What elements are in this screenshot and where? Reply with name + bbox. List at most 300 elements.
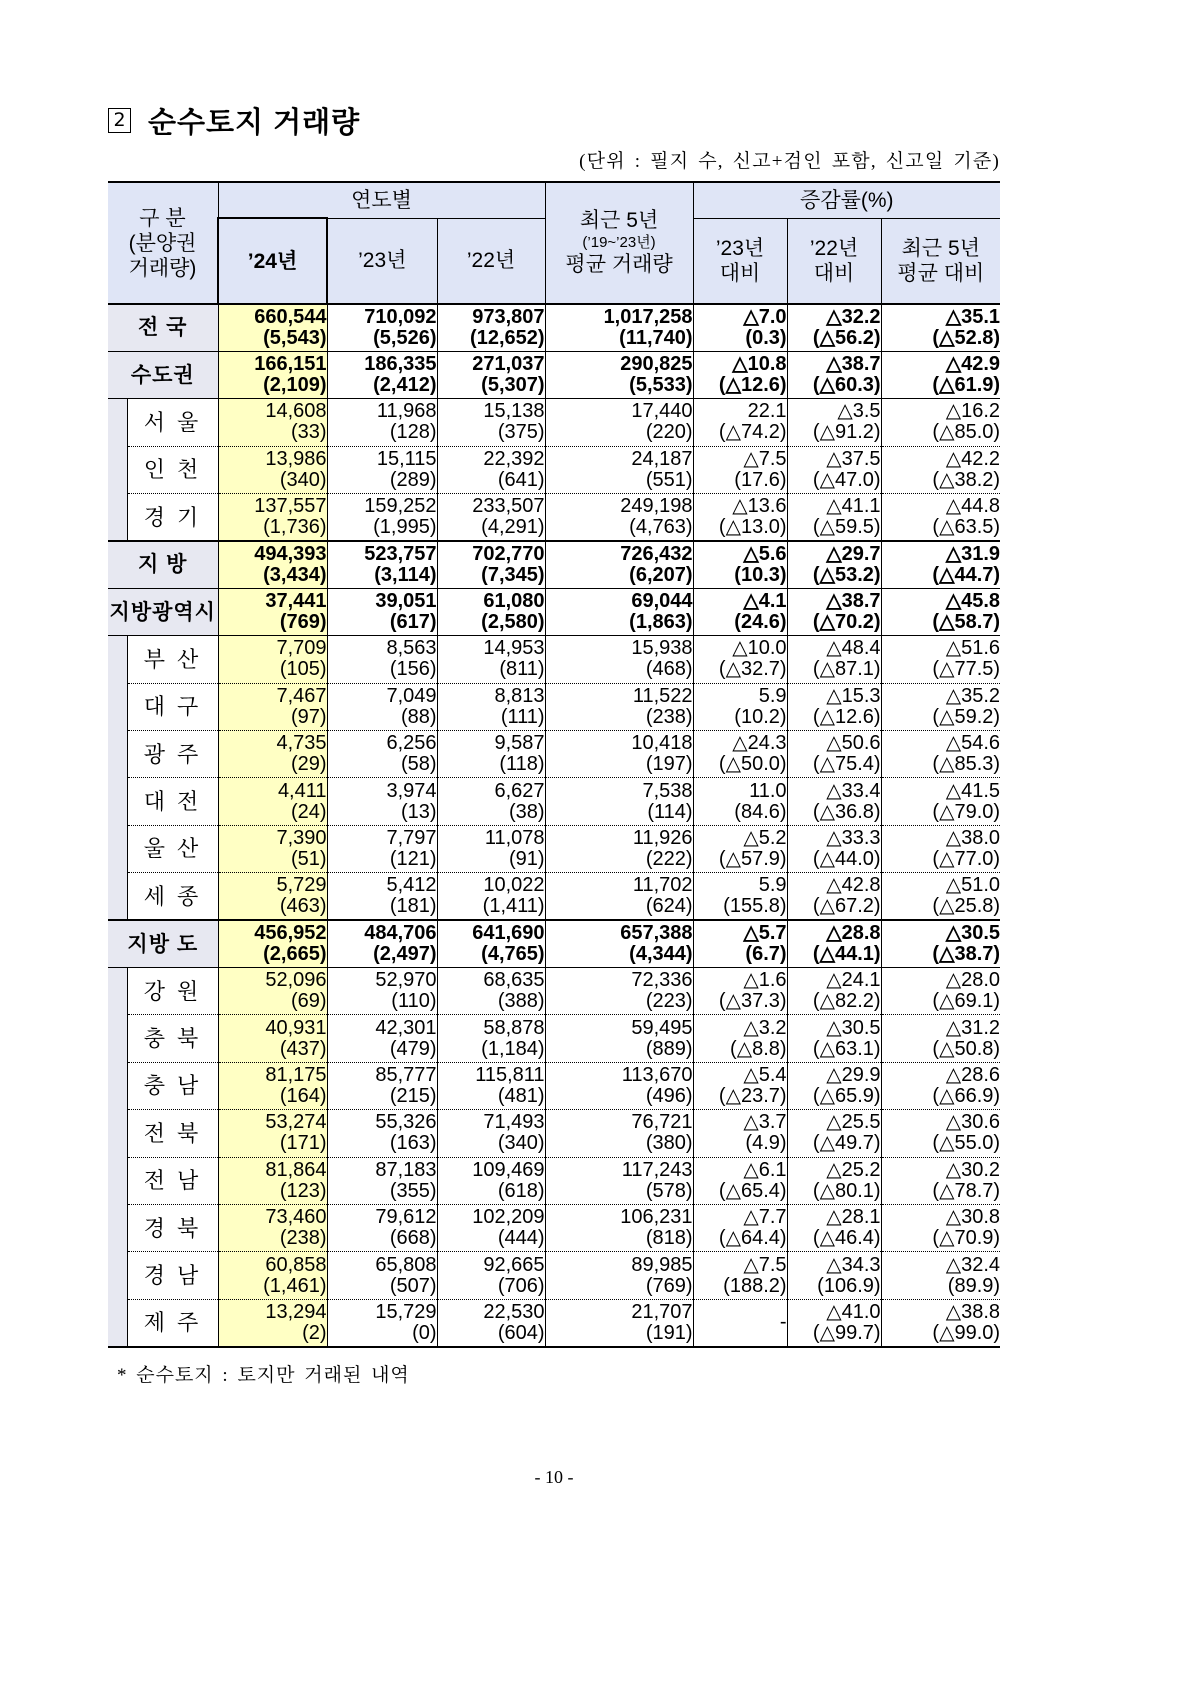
change-vs-recent5-cell <box>881 304 1000 351</box>
change-vs-23-cell <box>693 1015 787 1062</box>
transaction-count: 92,665 <box>483 1253 545 1276</box>
presale-count: (△50.0) <box>718 753 787 776</box>
transaction-count: △10.8 <box>732 353 787 376</box>
transaction-count: △51.0 <box>945 874 1001 897</box>
transaction-count: 3,974 <box>386 779 437 802</box>
change-vs-23-cell <box>693 825 787 872</box>
region-row <box>108 683 1000 730</box>
value-24-cell <box>218 446 327 493</box>
header-recent5-period: (’19~’23년) <box>582 234 656 251</box>
transaction-count: △1.6 <box>743 969 787 992</box>
header-recent5-line: 최근 5년 <box>579 209 659 232</box>
presale-count: (10.2) <box>734 705 787 728</box>
change-vs-22-cell <box>787 588 881 635</box>
value-23-cell <box>327 1157 437 1204</box>
change-vs-recent5-cell <box>881 1015 1000 1062</box>
transaction-count: △41.0 <box>826 1300 881 1323</box>
presale-count: (△25.8) <box>932 895 1001 918</box>
presale-count: (197) <box>645 753 693 776</box>
value-recent5-avg-cell <box>545 1015 693 1062</box>
transaction-count: △3.7 <box>743 1111 787 1134</box>
transaction-count: 6,627 <box>494 779 545 802</box>
presale-count: (1,461) <box>263 1274 327 1297</box>
presale-count: (191) <box>645 1321 693 1344</box>
row-label: 충 북 <box>127 1015 218 1062</box>
presale-count: (△57.9) <box>718 847 787 870</box>
value-23-cell <box>327 1062 437 1109</box>
presale-count: (2,109) <box>263 374 327 397</box>
presale-count: (215) <box>389 1084 437 1107</box>
header-year-22: ’22년 <box>437 218 545 304</box>
value-24-cell <box>218 920 327 967</box>
presale-count: (463) <box>279 895 327 918</box>
header-category-line: 거래량) <box>128 256 197 280</box>
change-vs-recent5-cell <box>881 873 1000 920</box>
change-vs-recent5-cell <box>881 731 1000 778</box>
presale-count: (△32.7) <box>718 658 787 681</box>
presale-count: (△65.4) <box>718 1179 787 1202</box>
transaction-count: △25.2 <box>826 1158 881 1181</box>
row-label: 전 북 <box>127 1110 218 1157</box>
transaction-count: 494,393 <box>254 542 327 565</box>
presale-count: (△49.7) <box>812 1132 881 1155</box>
presale-count: (1,995) <box>373 516 437 538</box>
presale-count: (△59.2) <box>932 705 1001 728</box>
transaction-count: △30.5 <box>826 1016 881 1039</box>
presale-count: (△70.9) <box>932 1227 1001 1250</box>
land-transaction-table <box>108 181 1000 1348</box>
transaction-count: 73,460 <box>265 1206 327 1229</box>
section-number-box: 2 <box>108 108 131 133</box>
change-vs-recent5-cell <box>881 636 1000 683</box>
transaction-count: 7,538 <box>642 779 693 802</box>
presale-count: (0) <box>412 1321 437 1344</box>
presale-count: (4,344) <box>629 943 693 966</box>
transaction-count: 81,864 <box>265 1158 327 1181</box>
transaction-count: - <box>779 1311 787 1334</box>
presale-count: (811) <box>499 658 545 681</box>
row-indent <box>108 494 127 541</box>
transaction-count: △10.0 <box>732 637 787 660</box>
transaction-count: 8,813 <box>494 684 545 707</box>
transaction-count: △42.8 <box>826 874 881 897</box>
value-recent5-avg-cell <box>545 873 693 920</box>
transaction-count: 117,243 <box>621 1158 693 1181</box>
presale-count: (118) <box>499 753 545 776</box>
region-row <box>108 636 1000 683</box>
transaction-count: △3.5 <box>837 400 881 423</box>
value-22-cell <box>437 636 545 683</box>
value-24-cell <box>218 1252 327 1299</box>
region-row <box>108 1157 1000 1204</box>
value-24-cell <box>218 873 327 920</box>
transaction-count: △5.2 <box>743 826 787 849</box>
unit-note: (단위 : 필지 수, 신고+검인 포함, 신고일 기준) <box>579 151 1000 172</box>
change-vs-23-cell <box>693 588 787 635</box>
transaction-count: 5,729 <box>276 874 327 897</box>
transaction-count: 13,986 <box>265 447 327 470</box>
value-22-cell <box>437 967 545 1014</box>
value-23-cell <box>327 873 437 920</box>
transaction-count: 15,138 <box>483 400 545 423</box>
transaction-count: 81,175 <box>265 1063 327 1086</box>
presale-count: (171) <box>279 1132 327 1155</box>
presale-count: (58) <box>400 753 437 776</box>
value-23-cell <box>327 351 437 398</box>
transaction-count: 14,608 <box>265 400 327 423</box>
transaction-count: 290,825 <box>620 353 693 376</box>
transaction-count: 484,706 <box>364 922 437 945</box>
value-24-cell <box>218 304 327 351</box>
value-22-cell <box>437 1157 545 1204</box>
presale-count: (551) <box>645 468 693 491</box>
change-vs-recent5-cell <box>881 683 1000 730</box>
transaction-count: △6.1 <box>743 1158 787 1181</box>
row-label: 제 주 <box>127 1299 218 1346</box>
row-label: 서 울 <box>127 399 218 446</box>
region-row <box>108 1015 1000 1062</box>
summary-row <box>108 920 1000 967</box>
presale-count: (△87.1) <box>812 658 881 681</box>
presale-count: (1,411) <box>482 895 545 918</box>
presale-count: (△52.8) <box>932 326 1001 349</box>
presale-count: (380) <box>645 1132 693 1155</box>
change-vs-22-cell <box>787 1299 881 1346</box>
change-vs-22-cell <box>787 399 881 446</box>
transaction-count: △42.2 <box>945 447 1001 470</box>
presale-count: (△74.2) <box>718 421 787 444</box>
presale-count: (2,580) <box>481 611 545 634</box>
region-row <box>108 967 1000 1014</box>
presale-count: (110) <box>391 990 437 1013</box>
value-23-cell <box>327 825 437 872</box>
transaction-count: △38.7 <box>826 353 881 376</box>
presale-count: (89.9) <box>947 1274 1001 1297</box>
transaction-count: △7.7 <box>743 1206 787 1229</box>
presale-count: (△38.2) <box>932 468 1001 491</box>
row-label: 지 방 <box>108 541 218 588</box>
presale-count: (△37.3) <box>718 990 787 1013</box>
region-row <box>108 778 1000 825</box>
presale-count: (181) <box>389 895 437 918</box>
presale-count: (668) <box>389 1227 437 1250</box>
presale-count: (188.2) <box>723 1274 787 1297</box>
value-23-cell <box>327 1015 437 1062</box>
region-row <box>108 1252 1000 1299</box>
change-vs-23-cell <box>693 920 787 967</box>
presale-count: (106.9) <box>817 1274 881 1297</box>
presale-count: (507) <box>389 1274 437 1297</box>
transaction-count: 14,953 <box>483 637 545 660</box>
transaction-count: 22.1 <box>747 400 787 423</box>
transaction-count: 11.0 <box>749 779 787 802</box>
presale-count: (4,291) <box>481 516 545 538</box>
row-label: 광 주 <box>127 731 218 778</box>
presale-count: (123) <box>279 1179 327 1202</box>
presale-count: (156) <box>389 658 437 681</box>
transaction-count: △34.3 <box>826 1253 881 1276</box>
transaction-count: △29.9 <box>826 1063 881 1086</box>
transaction-count: 11,702 <box>632 874 693 897</box>
transaction-count: 17,440 <box>631 400 693 423</box>
presale-count: (105) <box>279 658 327 681</box>
header-change-line: 최근 5년 <box>901 236 980 260</box>
value-22-cell <box>437 778 545 825</box>
value-recent5-avg-cell <box>545 304 693 351</box>
presale-count: (△91.2) <box>812 421 881 444</box>
presale-count: (340) <box>497 1132 545 1155</box>
presale-count: (6.7) <box>745 943 787 966</box>
transaction-count: 15,115 <box>376 447 437 470</box>
transaction-count: 11,926 <box>632 826 693 849</box>
change-vs-22-cell <box>787 1015 881 1062</box>
value-24-cell <box>218 351 327 398</box>
presale-count: (5,526) <box>373 326 437 349</box>
value-23-cell <box>327 731 437 778</box>
presale-count: (222) <box>645 847 693 870</box>
row-indent <box>108 1299 127 1346</box>
presale-count: (114) <box>647 800 693 823</box>
change-vs-23-cell <box>693 399 787 446</box>
presale-count: (△38.7) <box>932 943 1001 966</box>
transaction-count: 726,432 <box>620 542 693 565</box>
value-recent5-avg-cell <box>545 1157 693 1204</box>
value-recent5-avg-cell <box>545 920 693 967</box>
value-recent5-avg-cell <box>545 588 693 635</box>
transaction-count: 53,274 <box>265 1111 327 1134</box>
region-row <box>108 1110 1000 1157</box>
transaction-count: 59,495 <box>631 1016 693 1039</box>
presale-count: (△55.0) <box>932 1132 1001 1155</box>
transaction-count: 657,388 <box>620 922 693 945</box>
value-24-cell <box>218 731 327 778</box>
transaction-count: △35.1 <box>945 305 1001 328</box>
presale-count: (△8.8) <box>730 1037 787 1060</box>
change-vs-23-cell <box>693 1204 787 1251</box>
value-recent5-avg-cell <box>545 399 693 446</box>
transaction-count: △30.5 <box>945 922 1001 945</box>
change-vs-22-cell <box>787 446 881 493</box>
value-recent5-avg-cell <box>545 541 693 588</box>
value-23-cell <box>327 304 437 351</box>
change-vs-22-cell <box>787 1157 881 1204</box>
value-22-cell <box>437 873 545 920</box>
row-label: 세 종 <box>127 873 218 920</box>
presale-count: (3,434) <box>263 563 327 586</box>
row-indent <box>108 1252 127 1299</box>
transaction-count: △41.1 <box>826 495 881 517</box>
presale-count: (3,114) <box>374 563 437 586</box>
row-indent <box>108 1062 127 1109</box>
transaction-count: 11,078 <box>484 826 545 849</box>
row-indent <box>108 825 127 872</box>
transaction-count: △7.0 <box>743 305 787 328</box>
presale-count: (△63.5) <box>932 516 1001 538</box>
transaction-count: △35.2 <box>945 684 1001 707</box>
transaction-count: △13.6 <box>732 495 787 517</box>
transaction-count: 106,231 <box>620 1206 693 1229</box>
row-indent <box>108 873 127 920</box>
transaction-count: 21,707 <box>631 1300 693 1323</box>
value-23-cell <box>327 494 437 541</box>
change-vs-23-cell <box>693 541 787 588</box>
transaction-count: 58,878 <box>483 1016 545 1039</box>
region-row <box>108 1204 1000 1251</box>
transaction-count: 52,096 <box>265 969 327 992</box>
value-22-cell <box>437 1110 545 1157</box>
change-vs-23-cell <box>693 1157 787 1204</box>
change-vs-22-cell <box>787 494 881 541</box>
transaction-count: 60,858 <box>265 1253 327 1276</box>
value-recent5-avg-cell <box>545 825 693 872</box>
change-vs-recent5-cell <box>881 351 1000 398</box>
transaction-count: △28.8 <box>826 922 881 945</box>
change-vs-23-cell <box>693 636 787 683</box>
presale-count: (11,740) <box>619 326 693 349</box>
change-vs-recent5-cell <box>881 1252 1000 1299</box>
row-indent <box>108 683 127 730</box>
transaction-count: △33.3 <box>826 826 881 849</box>
presale-count: (△85.3) <box>932 753 1001 776</box>
header-change-line: ’22년 <box>809 236 859 260</box>
header-category-line: (분양권 <box>128 231 197 255</box>
presale-count: (29) <box>290 753 327 776</box>
transaction-count: 7,709 <box>276 637 327 660</box>
transaction-count: △30.8 <box>945 1206 1001 1229</box>
presale-count: (4,765) <box>481 943 545 966</box>
presale-count: (7,345) <box>481 563 545 586</box>
transaction-count: 52,970 <box>375 969 437 992</box>
presale-count: (1,184) <box>481 1037 545 1060</box>
transaction-count: 72,336 <box>631 969 693 992</box>
transaction-count: 87,183 <box>375 1158 437 1181</box>
presale-count: (△82.2) <box>812 990 881 1013</box>
change-vs-23-cell <box>693 1062 787 1109</box>
presale-count: (△77.0) <box>932 847 1001 870</box>
presale-count: (2,497) <box>373 943 437 966</box>
transaction-count: △37.5 <box>826 447 881 470</box>
presale-count: (△13.0) <box>718 516 787 538</box>
presale-count: (69) <box>290 990 327 1013</box>
transaction-count: 55,326 <box>375 1111 437 1134</box>
value-recent5-avg-cell <box>545 351 693 398</box>
header-change-line: 대비 <box>813 261 855 285</box>
presale-count: (128) <box>389 421 437 444</box>
transaction-count: △33.4 <box>826 779 881 802</box>
presale-count: (△78.7) <box>932 1179 1001 1202</box>
header-change-line: ’23년 <box>715 236 765 260</box>
row-label: 울 산 <box>127 825 218 872</box>
transaction-count: △24.1 <box>826 969 881 992</box>
change-vs-recent5-cell <box>881 825 1000 872</box>
presale-count: (△53.2) <box>812 563 881 586</box>
value-24-cell <box>218 399 327 446</box>
presale-count: (△67.2) <box>812 895 881 918</box>
presale-count: (1,863) <box>629 611 693 634</box>
header-category <box>108 182 218 304</box>
presale-count: (155.8) <box>723 895 787 918</box>
presale-count: (△44.1) <box>812 943 881 966</box>
value-24-cell <box>218 494 327 541</box>
row-indent <box>108 399 127 446</box>
change-vs-23-cell <box>693 778 787 825</box>
presale-count: (△44.0) <box>812 847 881 870</box>
change-vs-23-cell <box>693 1110 787 1157</box>
presale-count: (△23.7) <box>718 1084 787 1107</box>
change-vs-recent5-cell <box>881 1299 1000 1346</box>
presale-count: (769) <box>279 611 327 634</box>
row-label: 전 남 <box>127 1157 218 1204</box>
value-23-cell <box>327 399 437 446</box>
presale-count: (388) <box>497 990 545 1013</box>
transaction-count: △15.3 <box>826 684 881 707</box>
value-recent5-avg-cell <box>545 731 693 778</box>
transaction-count: △30.2 <box>945 1158 1001 1181</box>
transaction-count: 7,467 <box>276 684 327 707</box>
value-23-cell <box>327 636 437 683</box>
transaction-count: 660,544 <box>254 305 327 328</box>
row-label: 강 원 <box>127 967 218 1014</box>
transaction-count: △50.6 <box>826 732 881 755</box>
transaction-count: 5.9 <box>758 874 787 897</box>
presale-count: (111) <box>500 705 545 728</box>
change-vs-recent5-cell <box>881 588 1000 635</box>
presale-count: (1,736) <box>263 516 327 538</box>
presale-count: (437) <box>279 1037 327 1060</box>
presale-count: (6,207) <box>629 563 693 586</box>
transaction-count: 39,051 <box>375 590 437 613</box>
row-label: 지방 도 <box>108 920 218 967</box>
presale-count: (889) <box>645 1037 693 1060</box>
transaction-count: 973,807 <box>472 305 545 328</box>
presale-count: (818) <box>645 1227 693 1250</box>
presale-count: (△12.6) <box>812 705 881 728</box>
header-recent5-avg <box>545 182 693 304</box>
transaction-count: 113,670 <box>621 1063 693 1086</box>
transaction-count: 702,770 <box>472 542 545 565</box>
value-recent5-avg-cell <box>545 494 693 541</box>
value-23-cell <box>327 1252 437 1299</box>
row-label: 대 구 <box>127 683 218 730</box>
value-22-cell <box>437 825 545 872</box>
change-vs-22-cell <box>787 1062 881 1109</box>
row-label: 지방광역시 <box>108 588 218 635</box>
region-row <box>108 446 1000 493</box>
value-23-cell <box>327 683 437 730</box>
transaction-count: △7.5 <box>743 1253 787 1276</box>
table-body <box>108 304 1000 1347</box>
change-vs-recent5-cell <box>881 1157 1000 1204</box>
change-vs-23-cell <box>693 446 787 493</box>
presale-count: (617) <box>389 611 437 634</box>
presale-count: (5,543) <box>263 326 327 349</box>
header-change-vs-22 <box>787 218 881 304</box>
value-22-cell <box>437 1062 545 1109</box>
transaction-count: 7,390 <box>276 826 327 849</box>
presale-count: (238) <box>645 705 693 728</box>
header-category-line: 구 분 <box>139 206 186 230</box>
transaction-count: △44.8 <box>945 495 1001 517</box>
presale-count: (223) <box>645 990 693 1013</box>
change-vs-22-cell <box>787 1204 881 1251</box>
transaction-count: 102,209 <box>472 1206 545 1229</box>
presale-count: (△36.8) <box>812 800 881 823</box>
transaction-count: 186,335 <box>364 353 437 376</box>
presale-count: (2) <box>302 1321 327 1344</box>
row-indent <box>108 1157 127 1204</box>
presale-count: (△60.3) <box>812 374 881 397</box>
transaction-count: 76,721 <box>631 1111 693 1134</box>
